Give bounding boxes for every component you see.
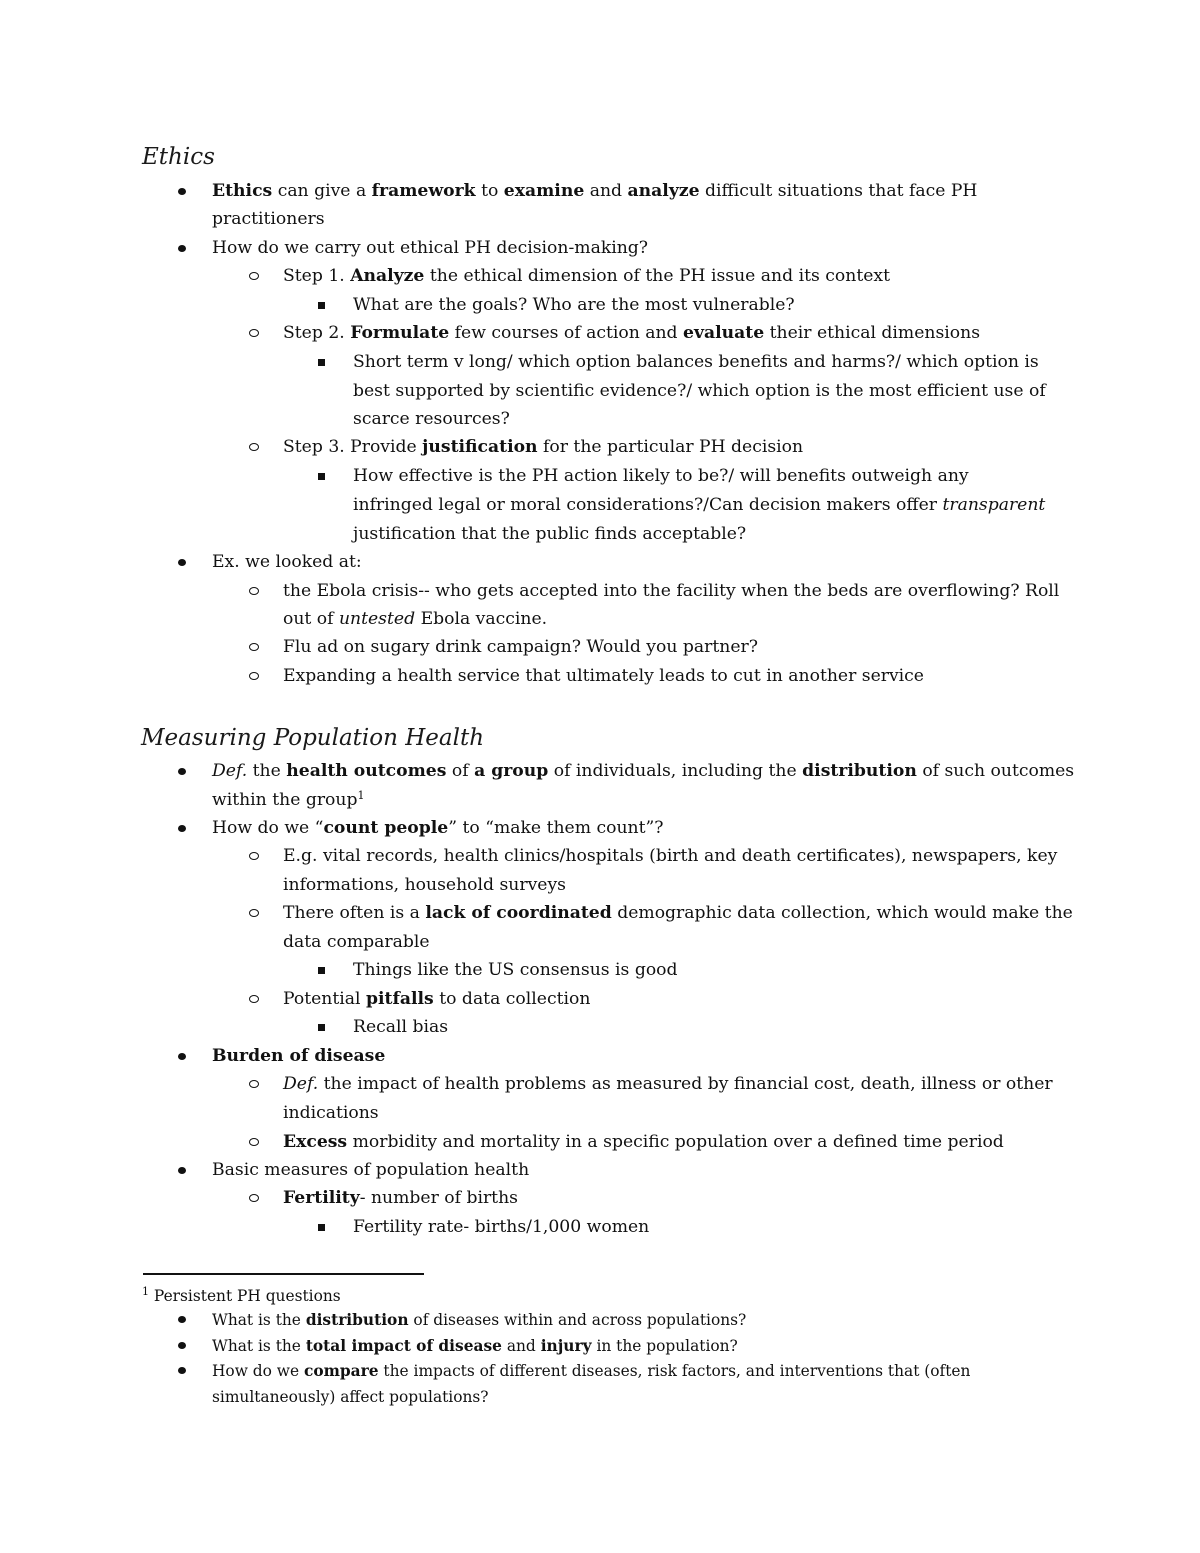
- burden-item: Burden of disease: [212, 1046, 386, 1066]
- step-3-item: Step 3. Provide justification for the particular PH decision: [283, 437, 804, 457]
- step-3-sub-item-cont: infringed legal or moral considerations?/Can decision makers offer transparent: [353, 495, 1046, 515]
- health-service-example: Expanding a health service that ultimately leads to cut in another service: [283, 666, 924, 686]
- step-1-sub-item: What are the goals? Who are the most vulnerable?: [353, 295, 795, 315]
- fertility-rate-sub-item: Fertility rate- births/1,000 women: [353, 1217, 650, 1237]
- basic-measures-item: Basic measures of population health: [212, 1160, 530, 1180]
- measuring-heading: Measuring Population Health: [141, 725, 485, 751]
- footnote-question-3: How do we compare the impacts of different diseases, risk factors, and interventions that (often: [212, 1362, 971, 1380]
- step-2-sub-item: Short term v long/ which option balances benefits and harms?/ which option is: [353, 352, 1039, 372]
- footnote-question-3-cont: simultaneously) affect populations?: [212, 1388, 489, 1406]
- fertility-item: Fertility- number of births: [283, 1188, 518, 1208]
- footnote-reference[interactable]: 1: [357, 789, 365, 802]
- ebola-example: the Ebola crisis-- who gets accepted into the facility when the beds are overflowing? Roll: [283, 581, 1060, 601]
- flu-ad-example: Flu ad on sugary drink campaign? Would you partner?: [283, 637, 758, 657]
- footnote-divider: [143, 1273, 424, 1275]
- data-sources-item: E.g. vital records, health clinics/hospitals (birth and death certificates), newspapers, key: [283, 846, 1058, 866]
- definition-item: Def. the health outcomes of a group of individuals, including the distribution of such outcomes: [212, 761, 1075, 781]
- step-3-sub-item-cont: justification that the public finds acceptable?: [353, 524, 747, 544]
- examples-item: Ex. we looked at:: [212, 552, 362, 572]
- consensus-sub-item: Things like the US consensus is good: [353, 960, 678, 980]
- step-3-sub-item: How effective is the PH action likely to be?/ will benefits outweigh any: [353, 466, 969, 486]
- footnote-question-1: What is the distribution of diseases within and across populations?: [212, 1311, 747, 1329]
- excess-item: Excess morbidity and mortality in a specific population over a defined time period: [283, 1132, 1004, 1152]
- pitfalls-item: Potential pitfalls to data collection: [283, 989, 591, 1009]
- ethics-framework-item-cont: practitioners: [212, 209, 325, 229]
- step-2-sub-item-cont: scarce resources?: [353, 409, 510, 429]
- burden-definition: Def. the impact of health problems as measured by financial cost, death, illness or other: [283, 1074, 1053, 1094]
- definition-item-cont: within the group$^1$: [212, 789, 365, 810]
- ethics-framework-item: Ethics can give a framework to examine and analyze difficult situations that face PH: [212, 181, 978, 201]
- footnote-question-2: What is the total impact of disease and injury in the population?: [212, 1337, 738, 1355]
- footnote-title: $^1$ Persistent PH questions: [142, 1285, 341, 1305]
- data-sources-item-cont: informations, household surveys: [283, 875, 566, 895]
- coordination-item: There often is a lack of coordinated demographic data collection, which would make the: [283, 903, 1073, 923]
- count-people-item: How do we “count people” to “make them count”?: [212, 818, 664, 838]
- recall-bias-sub-item: Recall bias: [353, 1017, 449, 1037]
- ethics-heading: Ethics: [142, 144, 215, 170]
- step-1-item: Step 1. Analyze the ethical dimension of the PH issue and its context: [283, 266, 891, 286]
- burden-definition-cont: indications: [283, 1103, 379, 1123]
- step-2-item: Step 2. Formulate few courses of action and evaluate their ethical dimensions: [283, 323, 981, 343]
- ethics-decision-item: How do we carry out ethical PH decision-making?: [212, 238, 649, 258]
- step-2-sub-item-cont: best supported by scientific evidence?/ which option is the most efficient use of: [353, 381, 1046, 401]
- coordination-item-cont: data comparable: [283, 932, 430, 952]
- ebola-example-cont: out of untested Ebola vaccine.: [283, 609, 548, 629]
